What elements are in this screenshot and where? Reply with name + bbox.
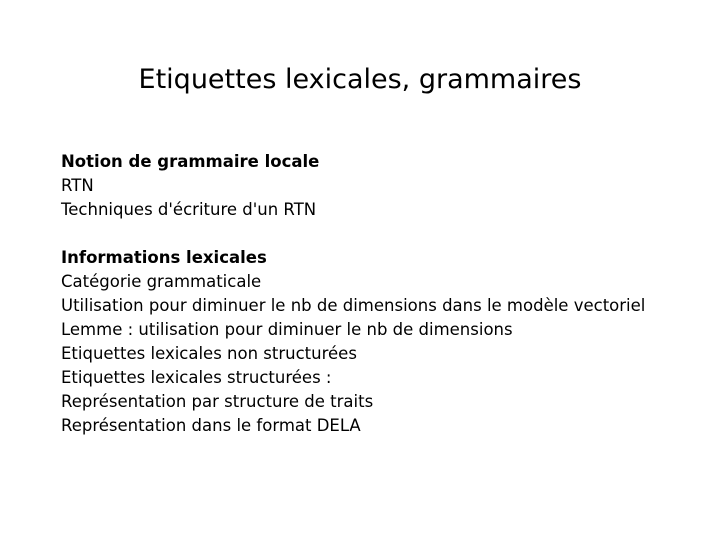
bullet-line: Représentation par structure de traits xyxy=(61,392,374,411)
bullet-line: RTN xyxy=(61,176,94,195)
bullet-line: Représentation dans le format DELA xyxy=(61,416,361,435)
bullet-line: Utilisation pour diminuer le nb de dimensions dans le modèle vectoriel xyxy=(61,296,646,315)
bullet-line: Etiquettes lexicales structurées : xyxy=(61,368,332,387)
section-heading: Notion de grammaire locale xyxy=(61,152,320,171)
slide-body xyxy=(61,150,661,438)
bullet-line: Lemme : utilisation pour diminuer le nb de dimensions xyxy=(61,320,513,339)
bullet-line: Techniques d'écriture d'un RTN xyxy=(61,200,317,219)
slide-title: Etiquettes lexicales, grammaires xyxy=(138,64,582,95)
section-grammaire xyxy=(61,150,661,222)
bullet-line: Etiquettes lexicales non structurées xyxy=(61,344,357,363)
bullet-line: Catégorie grammaticale xyxy=(61,272,262,291)
section-informations-lexicales xyxy=(61,246,661,438)
section-heading: Informations lexicales xyxy=(61,248,267,267)
